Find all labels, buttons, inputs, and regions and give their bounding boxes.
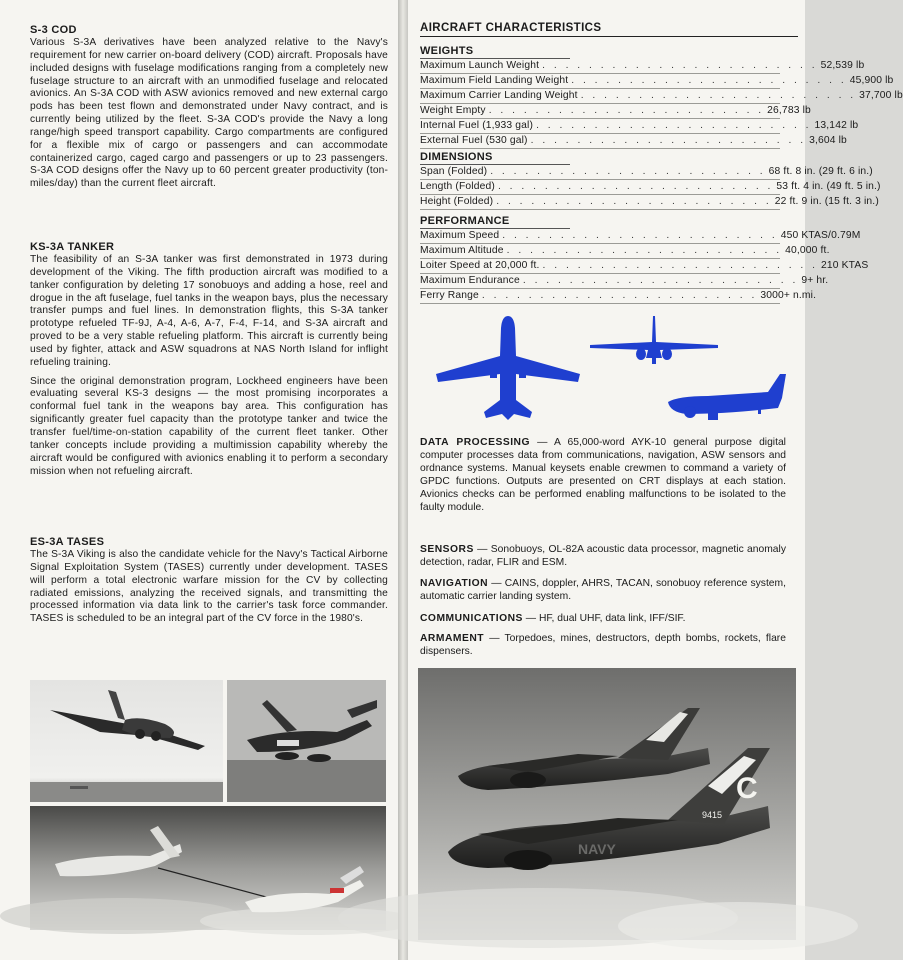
spec-label: External Fuel (530 gal) <box>420 135 528 146</box>
spec-row <box>420 180 881 195</box>
fuselage-navy: NAVY <box>578 841 616 857</box>
spec-value: 22 ft. 9 in. (15 ft. 3 in.) <box>774 196 879 207</box>
dash: — <box>477 544 488 555</box>
spec-row <box>420 74 894 89</box>
spec-value: 45,900 lb <box>849 75 894 86</box>
dash: — <box>537 437 548 448</box>
leader-dots: . . . . . . . . . . . . . . . . . . . . . . . . <box>542 260 819 271</box>
spec-row <box>420 259 869 274</box>
spec-value: 3000+ n.mi. <box>760 290 817 301</box>
spec-value: 210 KTAS <box>821 260 869 271</box>
spec-row <box>420 134 847 149</box>
spec-label: Span (Folded) <box>420 166 488 177</box>
ks3a-section <box>30 241 388 478</box>
dimensions-section <box>420 150 881 210</box>
ks3a-heading: KS-3A TANKER <box>30 241 115 253</box>
leader-dots: . . . . . . . . . . . . . . . . . . . . . . . . <box>490 166 766 177</box>
spec-value: 450 KTAS/0.79M <box>780 230 861 241</box>
spec-row <box>420 59 865 74</box>
spec-row <box>420 119 859 134</box>
spec-value: 68 ft. 8 in. (29 ft. 6 in.) <box>768 166 873 177</box>
es3a-body: The S-3A Viking is also the candidate vehicle for the Navy's Tactical Airborne Signal Exploitation System (TASES) currently under development. TASES will perform a total electronic warfare mission for the CV by collecting radiated emissions, analyzing the received signals, and transmitting the processed information via data link to the carrier's task force commander. TASES is scheduled to be an integral part of the CV force in the 1980's. <box>30 549 388 625</box>
leader-dots: . . . . . . . . . . . . . . . . . . . . . . . . <box>571 75 847 86</box>
weights-rows <box>420 59 903 149</box>
performance-section <box>420 214 869 304</box>
spec-label: Maximum Speed <box>420 230 500 241</box>
aircraft-characteristics-title: AIRCRAFT CHARACTERISTICS <box>420 22 798 37</box>
dimensions-heading: DIMENSIONS <box>420 150 570 165</box>
leader-dots: . . . . . . . . . . . . . . . . . . . . . . . . <box>497 181 774 192</box>
leader-dots: . . . . . . . . . . . . . . . . . . . . . . . . <box>530 135 807 146</box>
spec-value: 3,604 lb <box>809 135 847 146</box>
tail-number: 9415 <box>702 810 723 820</box>
spec-label: Ferry Range <box>420 290 479 301</box>
dimensions-rows <box>420 165 881 210</box>
es3a-heading: ES-3A TASES <box>30 536 105 548</box>
spec-label: Loiter Speed at 20,000 ft. <box>420 260 540 271</box>
page-gutter <box>398 0 408 960</box>
ks3a-body-2: Since the original demonstration program, Lockheed engineers have been evaluating several KS-3 designs — the most promising incorporates a conformal fuel tank in the weapons bay area. This configuration has significantly greater fuel capacity than the prototype tanker and twice the transfer fuel/time-on-station capability of the current fleet tanker. Other tanker concepts include providing a multimission capability whereby the aircraft would be configured with avionics enabling it to perform a secondary mission when not refueling aircraft. <box>30 375 388 477</box>
armament-label: ARMAMENT <box>420 633 485 644</box>
s3cod-body: Various S-3A derivatives have been analyzed relative to the Navy's requirement for new carrier on-board delivery (COD) aircraft. Proposals have included designs with fuselage modifications ranging from a completely new fuselage structure to an aircraft with an unmodified fuselage and relocated avionics. An S-3A COD with ASW avionics removed and new external cargo pods has been test flown and demonstrated under Navy contract, and is currently being utilized by the fleet. S-3A COD's provide the Navy a long range/high speed transport capability. Cargo compartments are configured for a flexible mix of cargo or passengers and can accommodate containerized cargo, caged cargo and passengers or up to 23 passengers. S-3A COD designs offer the Navy up to 60 percent greater productivity (ton-miles/day) than the current fleet aircraft. <box>30 37 388 190</box>
ks3a-body-1: The feasibility of an S-3A tanker was first demonstrated in 1973 during development of the Viking. The fifth production aircraft was modified to a tanker configuration by deleting 17 sonobuoys and adding a hose, reel and drogue in the aft fuselage, fuel tanks in the weapon bays, plus the necessary transfer pumps and fuel lines. In demonstration flights, this S-3A tanker prototype refueled TF-9J, A-4, A-6, A-7, F-4, F-14, and S-3A aircraft and proved to be a very stable refueling platform. This aircraft is currently being used by fighter, attack and ASW squadrons at NAS North Island for inflight refueling training. <box>30 254 388 368</box>
leader-dots: . . . . . . . . . . . . . . . . . . . . . . . . <box>502 230 778 241</box>
spec-row <box>420 229 861 244</box>
communications-text: HF, dual UHF, data link, IFF/SIF. <box>538 613 686 624</box>
side-view-silhouette <box>668 374 786 420</box>
performance-rows <box>420 229 869 304</box>
sensors-label: SENSORS <box>420 544 474 555</box>
spec-value: 26,783 lb <box>767 105 811 116</box>
right-page <box>408 0 903 960</box>
spec-row <box>420 89 903 104</box>
performance-heading: PERFORMANCE <box>420 214 570 229</box>
leader-dots: . . . . . . . . . . . . . . . . . . . . . . . . <box>506 245 783 256</box>
spec-value: 13,142 lb <box>814 120 859 131</box>
plan-view-silhouette <box>436 316 580 420</box>
navigation-paragraph <box>420 577 786 603</box>
data-processing-text: A 65,000-word AYK-10 general purpose digital computer processes data from communications, navigation, ASW sensors and ordnance systems. Manual keysets enable crewmen to command a variety of GPDC functions. Outputs are presented on CRT displays at each station. Avionics checks can be performed enabling malfunctions to be isolated to the faulty module. <box>420 437 786 513</box>
spec-label: Height (Folded) <box>420 196 494 207</box>
sensors-text: Sonobuoys, OL-82A acoustic data processor, magnetic anomaly detection, radar, FLIR and ESM. <box>420 544 786 568</box>
armament-paragraph <box>420 632 786 658</box>
spec-row <box>420 165 873 180</box>
data-processing-label: DATA PROCESSING <box>420 437 530 448</box>
dash: — <box>525 613 537 624</box>
es3a-section <box>30 536 388 626</box>
spec-value: 37,700 lb <box>859 90 903 101</box>
data-processing-paragraph <box>420 436 786 514</box>
photo-vikings-formation <box>418 668 796 940</box>
spec-row <box>420 274 829 289</box>
leader-dots: . . . . . . . . . . . . . . . . . . . . . . . . <box>488 105 765 116</box>
communications-label: COMMUNICATIONS <box>420 613 523 624</box>
s3cod-section <box>30 24 388 191</box>
spec-label: Maximum Launch Weight <box>420 60 540 71</box>
armament-text: Torpedoes, mines, destructors, depth bombs, rockets, flare dispensers. <box>420 633 786 657</box>
spec-label: Length (Folded) <box>420 181 495 192</box>
navigation-label: NAVIGATION <box>420 578 489 589</box>
leader-dots: . . . . . . . . . . . . . . . . . . . . . . . . <box>481 290 758 301</box>
leader-dots: . . . . . . . . . . . . . . . . . . . . . . . . <box>542 60 818 71</box>
leader-dots: . . . . . . . . . . . . . . . . . . . . . . . . <box>522 275 799 286</box>
spec-label: Maximum Carrier Landing Weight <box>420 90 578 101</box>
spec-row <box>420 195 879 210</box>
navigation-text: CAINS, doppler, AHRS, TACAN, sonobuoy reference system, automatic carrier landing system. <box>420 578 786 602</box>
left-page <box>0 0 398 960</box>
photo-cod-in-flight <box>30 680 223 802</box>
dash: — <box>489 633 500 644</box>
photo-tanker-refueling <box>30 806 386 930</box>
spec-label: Maximum Field Landing Weight <box>420 75 569 86</box>
weights-heading: WEIGHTS <box>420 44 570 59</box>
tail-letter: C <box>736 772 758 805</box>
weights-section <box>420 44 903 149</box>
spec-label: Weight Empty <box>420 105 486 116</box>
three-view-drawing <box>428 312 798 428</box>
spec-label: Maximum Endurance <box>420 275 520 286</box>
spec-value: 9+ hr. <box>801 275 829 286</box>
spec-value: 40,000 ft. <box>785 245 830 256</box>
photo-cod-pods <box>227 680 386 802</box>
front-view-silhouette <box>590 316 718 364</box>
sensors-paragraph <box>420 543 786 569</box>
spec-row <box>420 104 811 119</box>
dash: — <box>491 578 502 589</box>
spec-value: 53 ft. 4 in. (49 ft. 5 in.) <box>776 181 881 192</box>
leader-dots: . . . . . . . . . . . . . . . . . . . . . . . . <box>496 196 772 207</box>
communications-paragraph <box>420 612 786 625</box>
spec-label: Internal Fuel (1,933 gal) <box>420 120 534 131</box>
spec-label: Maximum Altitude <box>420 245 504 256</box>
spec-row <box>420 244 830 259</box>
leader-dots: . . . . . . . . . . . . . . . . . . . . . . . . <box>580 90 857 101</box>
leader-dots: . . . . . . . . . . . . . . . . . . . . . . . . <box>536 120 812 131</box>
spec-value: 52,539 lb <box>820 60 865 71</box>
spec-row <box>420 289 817 304</box>
s3cod-heading: S-3 COD <box>30 24 77 36</box>
